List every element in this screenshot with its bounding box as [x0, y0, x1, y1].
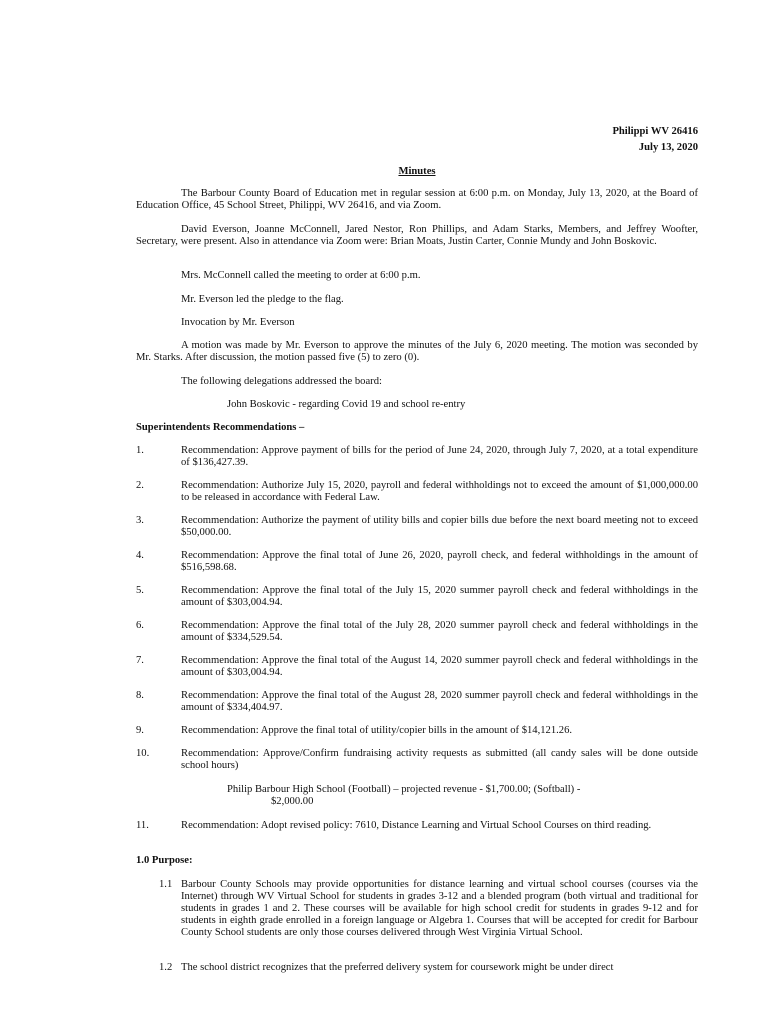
recommendation-number: 6. [136, 620, 144, 631]
delegation-item: John Boskovic - regarding Covid 19 and school re-entry [227, 399, 466, 410]
recommendation-text: Recommendation: Approve the final total of the July 28, 2020 summer payroll check and federal withholdings in the amount of $334,529.54. [181, 620, 698, 643]
paragraph-pledge: Mr. Everson led the pledge to the flag. [181, 294, 344, 305]
recommendation-text: Recommendation: Approve the final total of the August 14, 2020 summer payroll check and federal withholdings in the amount of $303,004.94. [181, 655, 698, 678]
recommendation-number: 11. [136, 820, 149, 831]
header-date: July 13, 2020 [638, 142, 698, 153]
recommendation-text: Recommendation: Approve/Confirm fundraising activity requests as submitted (all candy sales will be done outside school hours) [181, 748, 698, 771]
document-title: Minutes [398, 166, 436, 177]
recommendation-text: Recommendation: Approve the final total of utility/copier bills in the amount of $14,121.26. [181, 725, 573, 736]
recommendation-text: Recommendation: Approve payment of bills for the period of June 24, 2020, through July 7, 2020, at a total expenditure of $136,427.39. [181, 445, 698, 468]
recommendation-number: 9. [136, 725, 144, 736]
recommendation-text: Recommendation: Approve the final total of the August 28, 2020 summer payroll check and federal withholdings in the amount of $334,404.97. [181, 690, 698, 713]
recommendation-number: 1. [136, 445, 144, 456]
purpose-item-text: Barbour County Schools may provide opportunities for distance learning and virtual school courses (courses via the Internet) through WV Virtual School for students in grades 3-12 and a blended program (both virtual and traditional for students in grades 1 and 2. These courses will be available for high school credit for students in grades 9-12 and for students in eighth grade enrolled in a foreign language or Algebra 1. Courses that will be accepted for credit for Barbour County School students are only those courses delivered through West Virginia Virtual School. [181, 879, 698, 938]
purpose-item-number: 1.1 [159, 879, 173, 890]
recommendation-number: 4. [136, 550, 144, 561]
recommendation-text: Recommendation: Approve the final total of June 26, 2020, payroll check, and federal withholdings in the amount of $516,598.68. [181, 550, 698, 573]
header-location: Philippi WV 26416 [612, 126, 698, 137]
fundraiser-amount: $2,000.00 [271, 796, 314, 807]
recommendation-text: Recommendation: Authorize the payment of utility bills and copier bills due before the next board meeting not to exceed $50,000.00. [181, 515, 698, 538]
recommendation-number: 8. [136, 690, 144, 701]
fundraiser-line: Philip Barbour High School (Football) – projected revenue - $1,700.00; (Softball) - [227, 784, 581, 795]
paragraph-call-to-order: Mrs. McConnell called the meeting to order at 6:00 p.m. [181, 270, 421, 281]
paragraph-session: The Barbour County Board of Education met in regular session at 6:00 p.m. on Monday, July 13, 2020, at the Board of Education Office, 45 School Street, Philippi, WV 26416, and via Zoom. [136, 188, 698, 211]
recommendation-number: 3. [136, 515, 144, 526]
purpose-heading: 1.0 Purpose: [136, 855, 193, 866]
recommendation-number: 2. [136, 480, 144, 491]
paragraph-invocation: Invocation by Mr. Everson [181, 317, 295, 328]
section-heading: Superintendents Recommendations – [136, 422, 305, 433]
paragraph-attendance: David Everson, Joanne McConnell, Jared Nestor, Ron Phillips, and Adam Starks, Members, and Jeffrey Woofter, Secretary, were present. Also in attendance via Zoom were: Brian Moats, Justin Carter, Connie Mundy and John Boskovic. [136, 224, 698, 247]
purpose-item-number: 1.2 [159, 962, 173, 973]
recommendation-number: 10. [136, 748, 150, 759]
purpose-item-text: The school district recognizes that the preferred delivery system for coursework might be under direct [181, 962, 614, 973]
recommendation-text: Recommendation: Authorize July 15, 2020, payroll and federal withholdings not to exceed the amount of $1,000,000.00 to be released in accordance with Federal Law. [181, 480, 698, 503]
recommendation-number: 7. [136, 655, 144, 666]
paragraph-motion: A motion was made by Mr. Everson to approve the minutes of the July 6, 2020 meeting. The motion was seconded by Mr. Starks. After discussion, the motion passed five (5) to zero (0). [136, 340, 698, 363]
recommendation-text: Recommendation: Approve the final total of the July 15, 2020 summer payroll check and federal withholdings in the amount of $303,004.94. [181, 585, 698, 608]
recommendation-text: Recommendation: Adopt revised policy: 7610, Distance Learning and Virtual School Courses on third reading. [181, 820, 652, 831]
recommendation-number: 5. [136, 585, 144, 596]
paragraph-delegations: The following delegations addressed the board: [181, 376, 382, 387]
